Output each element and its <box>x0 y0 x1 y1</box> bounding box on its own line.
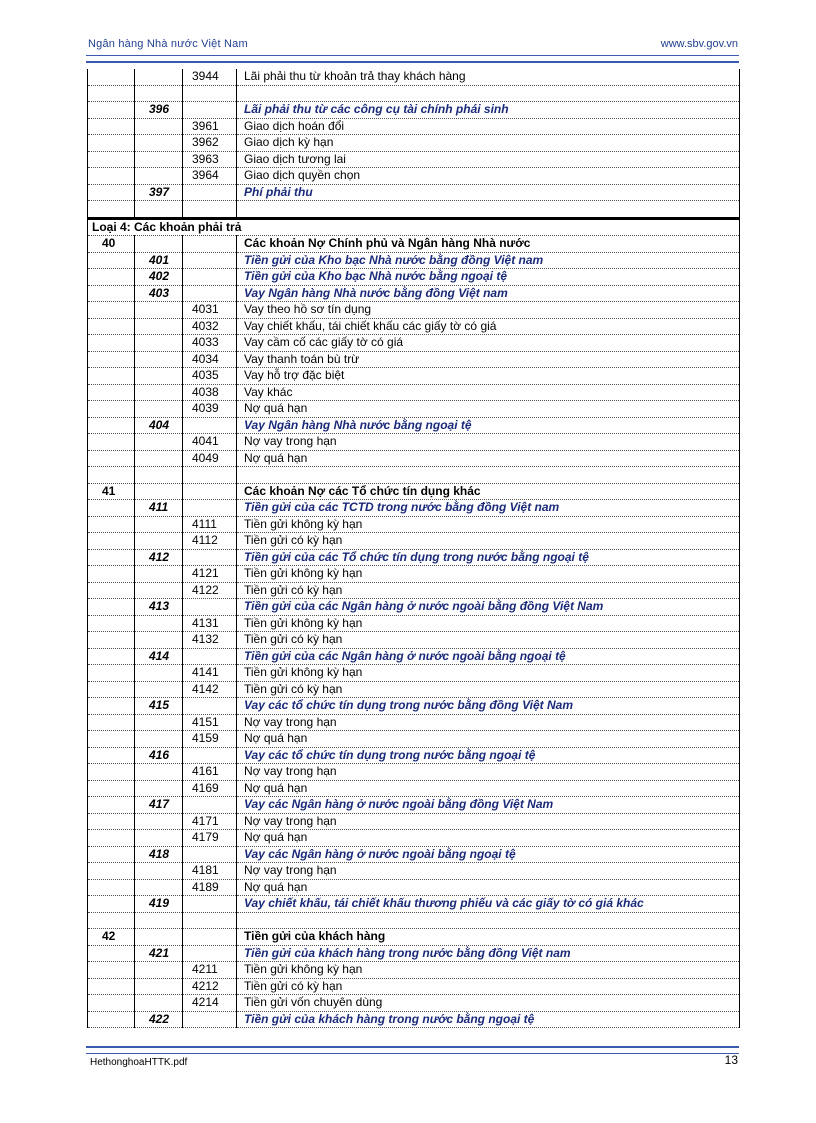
subaccount-code-cell: 4039 <box>183 401 237 418</box>
account-code-cell <box>135 467 183 484</box>
header-org-name: Ngân hàng Nhà nước Việt Nam <box>88 38 248 50</box>
subaccount-code-cell <box>183 846 237 863</box>
subaccount-code-cell: 4142 <box>183 681 237 698</box>
subaccount-code-cell: 4169 <box>183 780 237 797</box>
account-code-cell: 402 <box>135 269 183 286</box>
account-name-cell: Vay hỗ trợ đặc biệt <box>237 368 740 385</box>
account-code-cell <box>135 830 183 847</box>
table-row <box>88 151 740 168</box>
account-code-cell <box>135 863 183 880</box>
account-name-cell: Các khoản Nợ các Tổ chức tín dụng khác <box>237 483 740 500</box>
account-name-cell: Tiền gửi của khách hàng trong nước bằng đồng Việt nam <box>237 945 740 962</box>
group-code-cell <box>88 401 135 418</box>
table-row <box>88 434 740 451</box>
account-code-cell: 412 <box>135 549 183 566</box>
subaccount-code-cell: 3962 <box>183 135 237 152</box>
group-code-cell <box>88 417 135 434</box>
account-code-cell <box>135 681 183 698</box>
table-row <box>88 648 740 665</box>
group-code-cell: 42 <box>88 929 135 946</box>
subaccount-code-cell <box>183 467 237 484</box>
account-name-cell: Vay chiết khấu, tái chiết khấu thương phiếu và các giấy tờ có giá khác <box>237 896 740 913</box>
table-row <box>88 566 740 583</box>
subaccount-code-cell <box>183 252 237 269</box>
group-code-cell <box>88 780 135 797</box>
account-name-cell: Vay khác <box>237 384 740 401</box>
account-code-cell <box>135 764 183 781</box>
account-name-cell: Tiền gửi vốn chuyên dùng <box>237 995 740 1012</box>
group-code-cell <box>88 1011 135 1028</box>
subaccount-code-cell: 3964 <box>183 168 237 185</box>
subaccount-code-cell: 3963 <box>183 151 237 168</box>
group-code-cell <box>88 912 135 929</box>
table-row <box>88 483 740 500</box>
table-row <box>88 351 740 368</box>
group-code-cell <box>88 962 135 979</box>
account-name-cell <box>237 201 740 219</box>
header-rule <box>86 55 739 63</box>
account-code-cell <box>135 302 183 319</box>
table-row <box>88 978 740 995</box>
subaccount-code-cell: 4159 <box>183 731 237 748</box>
account-name-cell: Vay các tổ chức tín dụng trong nước bằng đồng Việt Nam <box>237 698 740 715</box>
table-row <box>88 533 740 550</box>
table-row <box>88 417 740 434</box>
account-code-cell: 403 <box>135 285 183 302</box>
group-code-cell <box>88 118 135 135</box>
group-code-cell <box>88 995 135 1012</box>
table-row <box>88 318 740 335</box>
subaccount-code-cell: 4122 <box>183 582 237 599</box>
group-code-cell <box>88 384 135 401</box>
group-code-cell <box>88 434 135 451</box>
account-name-cell: Vay cầm cố các giấy tờ có giá <box>237 335 740 352</box>
account-name-cell: Tiền gửi của các TCTD trong nước bằng đồng Việt nam <box>237 500 740 517</box>
group-code-cell <box>88 714 135 731</box>
table-row <box>88 698 740 715</box>
subaccount-code-cell <box>183 285 237 302</box>
group-code-cell <box>88 747 135 764</box>
group-code-cell <box>88 731 135 748</box>
account-code-cell: 418 <box>135 846 183 863</box>
subaccount-code-cell: 4032 <box>183 318 237 335</box>
account-name-cell: Tiền gửi không kỳ hạn <box>237 962 740 979</box>
table-row <box>88 401 740 418</box>
account-code-cell <box>135 615 183 632</box>
table-row <box>88 335 740 352</box>
account-name-cell: Tiền gửi của Kho bạc Nhà nước bằng đồng Việt nam <box>237 252 740 269</box>
account-code-cell <box>135 962 183 979</box>
account-name-cell: Nợ quá hạn <box>237 780 740 797</box>
group-code-cell <box>88 648 135 665</box>
group-code-cell <box>88 184 135 201</box>
account-name-cell: Tiền gửi có kỳ hạn <box>237 533 740 550</box>
group-code-cell <box>88 318 135 335</box>
table-row <box>88 764 740 781</box>
account-name-cell: Nợ vay trong hạn <box>237 813 740 830</box>
group-code-cell <box>88 500 135 517</box>
group-code-cell <box>88 285 135 302</box>
account-code-cell <box>135 929 183 946</box>
group-code-cell <box>88 830 135 847</box>
group-code-cell <box>88 516 135 533</box>
account-code-cell <box>135 351 183 368</box>
subaccount-code-cell <box>183 797 237 814</box>
subaccount-code-cell: 4111 <box>183 516 237 533</box>
table-row <box>88 118 740 135</box>
group-code-cell <box>88 85 135 102</box>
subaccount-code-cell <box>183 698 237 715</box>
table-row <box>88 516 740 533</box>
account-name-cell: Nợ quá hạn <box>237 401 740 418</box>
account-code-cell <box>135 813 183 830</box>
group-code-cell <box>88 351 135 368</box>
footer-rule <box>86 1046 739 1054</box>
account-code-cell: 417 <box>135 797 183 814</box>
subaccount-code-cell <box>183 1011 237 1028</box>
group-code-cell <box>88 151 135 168</box>
table-row <box>88 218 740 236</box>
group-code-cell <box>88 168 135 185</box>
account-name-cell: Tiền gửi không kỳ hạn <box>237 615 740 632</box>
table-row <box>88 252 740 269</box>
table-row <box>88 467 740 484</box>
group-code-cell <box>88 335 135 352</box>
table-row <box>88 368 740 385</box>
subaccount-code-cell <box>183 184 237 201</box>
account-code-cell <box>135 434 183 451</box>
account-name-cell: Vay thanh toán bù trừ <box>237 351 740 368</box>
header-website[interactable]: www.sbv.gov.vn <box>660 38 738 50</box>
table-row <box>88 102 740 119</box>
account-name-cell: Vay Ngân hàng Nhà nước bằng ngoại tệ <box>237 417 740 434</box>
group-code-cell <box>88 533 135 550</box>
subaccount-code-cell <box>183 747 237 764</box>
table-row <box>88 549 740 566</box>
table-row <box>88 995 740 1012</box>
table-row <box>88 780 740 797</box>
account-name-cell: Vay các Ngân hàng ở nước ngoài bằng ngoại tệ <box>237 846 740 863</box>
subaccount-code-cell: 4181 <box>183 863 237 880</box>
account-code-cell: 415 <box>135 698 183 715</box>
account-code-cell <box>135 384 183 401</box>
account-code-cell <box>135 731 183 748</box>
table-row <box>88 681 740 698</box>
table-row <box>88 962 740 979</box>
account-code-cell <box>135 483 183 500</box>
table-row <box>88 797 740 814</box>
subaccount-code-cell <box>183 201 237 219</box>
account-code-cell <box>135 665 183 682</box>
table-row <box>88 731 740 748</box>
subaccount-code-cell: 4041 <box>183 434 237 451</box>
group-code-cell <box>88 615 135 632</box>
group-code-cell <box>88 813 135 830</box>
subaccount-code-cell: 4179 <box>183 830 237 847</box>
account-code-cell: 414 <box>135 648 183 665</box>
account-name-cell: Tiền gửi của các Ngân hàng ở nước ngoài bằng đồng Việt Nam <box>237 599 740 616</box>
account-name-cell: Tiền gửi có kỳ hạn <box>237 681 740 698</box>
group-code-cell <box>88 681 135 698</box>
account-name-cell: Tiền gửi không kỳ hạn <box>237 516 740 533</box>
group-code-cell <box>88 201 135 219</box>
table-row <box>88 168 740 185</box>
account-name-cell: Tiền gửi có kỳ hạn <box>237 632 740 649</box>
subaccount-code-cell <box>183 599 237 616</box>
account-name-cell: Vay các Ngân hàng ở nước ngoài bằng đồng Việt Nam <box>237 797 740 814</box>
subaccount-code-cell <box>183 912 237 929</box>
table-row <box>88 1011 740 1028</box>
table-row <box>88 500 740 517</box>
account-code-cell <box>135 401 183 418</box>
footer-filename: HethonghoaHTTK.pdf <box>90 1057 188 1068</box>
account-code-cell <box>135 85 183 102</box>
subaccount-code-cell <box>183 896 237 913</box>
table-row <box>88 85 740 102</box>
account-code-cell <box>135 135 183 152</box>
table-row <box>88 896 740 913</box>
account-name-cell <box>237 467 740 484</box>
subaccount-code-cell: 4035 <box>183 368 237 385</box>
table-row <box>88 929 740 946</box>
account-code-cell <box>135 995 183 1012</box>
account-name-cell: Tiền gửi không kỳ hạn <box>237 665 740 682</box>
table-row <box>88 135 740 152</box>
subaccount-code-cell: 3961 <box>183 118 237 135</box>
table-row <box>88 285 740 302</box>
subaccount-code-cell: 4049 <box>183 450 237 467</box>
group-code-cell: 40 <box>88 236 135 253</box>
group-code-cell <box>88 450 135 467</box>
subaccount-code-cell: 4034 <box>183 351 237 368</box>
account-code-cell <box>135 533 183 550</box>
account-code-cell: 397 <box>135 184 183 201</box>
account-code-cell <box>135 69 183 85</box>
account-code-cell <box>135 335 183 352</box>
account-code-cell <box>135 714 183 731</box>
subaccount-code-cell: 4141 <box>183 665 237 682</box>
account-name-cell: Vay các tổ chức tín dụng trong nước bằng ngoại tệ <box>237 747 740 764</box>
table-row <box>88 302 740 319</box>
subaccount-code-cell: 4132 <box>183 632 237 649</box>
account-name-cell: Tiền gửi của khách hàng trong nước bằng ngoại tệ <box>237 1011 740 1028</box>
account-name-cell: Nợ vay trong hạn <box>237 863 740 880</box>
group-code-cell <box>88 665 135 682</box>
group-code-cell <box>88 879 135 896</box>
account-code-cell <box>135 879 183 896</box>
account-code-cell: 416 <box>135 747 183 764</box>
account-code-cell <box>135 168 183 185</box>
account-name-cell: Nợ quá hạn <box>237 731 740 748</box>
subaccount-code-cell: 4212 <box>183 978 237 995</box>
account-name-cell: Vay Ngân hàng Nhà nước bằng đồng Việt nam <box>237 285 740 302</box>
account-name-cell: Các khoản Nợ Chính phủ và Ngân hàng Nhà nước <box>237 236 740 253</box>
subaccount-code-cell: 4151 <box>183 714 237 731</box>
group-code-cell <box>88 269 135 286</box>
table-row <box>88 632 740 649</box>
account-name-cell: Phí phải thu <box>237 184 740 201</box>
account-name-cell: Tiền gửi của Kho bạc Nhà nước bằng ngoại tệ <box>237 269 740 286</box>
account-code-cell <box>135 566 183 583</box>
account-code-cell <box>135 151 183 168</box>
table-row <box>88 236 740 253</box>
subaccount-code-cell <box>183 648 237 665</box>
subaccount-code-cell: 4171 <box>183 813 237 830</box>
account-code-cell <box>135 780 183 797</box>
group-code-cell <box>88 698 135 715</box>
table-row <box>88 912 740 929</box>
subaccount-code-cell: 4131 <box>183 615 237 632</box>
table-row <box>88 582 740 599</box>
subaccount-code-cell <box>183 549 237 566</box>
account-table <box>87 69 740 1028</box>
subaccount-code-cell <box>183 945 237 962</box>
subaccount-code-cell: 4038 <box>183 384 237 401</box>
account-code-cell <box>135 450 183 467</box>
subaccount-code-cell <box>183 236 237 253</box>
group-code-cell <box>88 764 135 781</box>
account-code-cell <box>135 368 183 385</box>
subaccount-code-cell: 4214 <box>183 995 237 1012</box>
account-name-cell: Tiền gửi có kỳ hạn <box>237 978 740 995</box>
group-code-cell <box>88 302 135 319</box>
account-name-cell <box>237 85 740 102</box>
account-name-cell: Nợ vay trong hạn <box>237 714 740 731</box>
account-name-cell: Vay chiết khấu, tái chiết khấu các giấy tờ có giá <box>237 318 740 335</box>
account-code-cell <box>135 201 183 219</box>
group-code-cell <box>88 582 135 599</box>
subaccount-code-cell <box>183 929 237 946</box>
account-name-cell: Giao dịch kỳ hạn <box>237 135 740 152</box>
table-row <box>88 665 740 682</box>
account-name-cell <box>237 912 740 929</box>
table-row <box>88 863 740 880</box>
account-name-cell: Vay theo hồ sơ tín dụng <box>237 302 740 319</box>
group-code-cell: 41 <box>88 483 135 500</box>
group-code-cell <box>88 102 135 119</box>
account-name-cell: Nợ quá hạn <box>237 830 740 847</box>
account-code-cell <box>135 632 183 649</box>
account-code-cell: 401 <box>135 252 183 269</box>
table-row <box>88 599 740 616</box>
account-code-cell <box>135 582 183 599</box>
subaccount-code-cell: 4161 <box>183 764 237 781</box>
table-row <box>88 747 740 764</box>
account-name-cell: Tiền gửi của các Tổ chức tín dụng trong nước bằng ngoại tệ <box>237 549 740 566</box>
subaccount-code-cell: 4112 <box>183 533 237 550</box>
group-code-cell <box>88 549 135 566</box>
group-code-cell <box>88 863 135 880</box>
account-code-cell: 419 <box>135 896 183 913</box>
account-code-cell <box>135 118 183 135</box>
group-code-cell <box>88 978 135 995</box>
table-row <box>88 846 740 863</box>
subaccount-code-cell <box>183 85 237 102</box>
subaccount-code-cell <box>183 417 237 434</box>
group-code-cell <box>88 467 135 484</box>
subaccount-code-cell: 4189 <box>183 879 237 896</box>
table-row <box>88 945 740 962</box>
account-name-cell: Giao dịch hoán đổi <box>237 118 740 135</box>
group-code-cell <box>88 797 135 814</box>
group-code-cell <box>88 599 135 616</box>
account-name-cell: Tiền gửi có kỳ hạn <box>237 582 740 599</box>
group-code-cell <box>88 896 135 913</box>
subaccount-code-cell: 4121 <box>183 566 237 583</box>
account-name-cell: Lãi phải thu từ các công cụ tài chính phái sinh <box>237 102 740 119</box>
table-row <box>88 615 740 632</box>
table-row <box>88 450 740 467</box>
account-name-cell: Nợ vay trong hạn <box>237 764 740 781</box>
group-code-cell <box>88 566 135 583</box>
account-code-cell: 413 <box>135 599 183 616</box>
group-code-cell <box>88 252 135 269</box>
group-code-cell <box>88 135 135 152</box>
group-code-cell <box>88 632 135 649</box>
account-name-cell: Giao dịch tương lai <box>237 151 740 168</box>
subaccount-code-cell <box>183 483 237 500</box>
account-name-cell: Tiền gửi của khách hàng <box>237 929 740 946</box>
table-row <box>88 69 740 85</box>
account-code-cell: 421 <box>135 945 183 962</box>
account-name-cell: Nợ vay trong hạn <box>237 434 740 451</box>
group-code-cell <box>88 69 135 85</box>
subaccount-code-cell <box>183 269 237 286</box>
account-name-cell: Nợ quá hạn <box>237 879 740 896</box>
table-row <box>88 813 740 830</box>
subaccount-code-cell <box>183 102 237 119</box>
account-code-cell <box>135 516 183 533</box>
subaccount-code-cell: 4211 <box>183 962 237 979</box>
table-row <box>88 830 740 847</box>
subaccount-code-cell: 4031 <box>183 302 237 319</box>
account-name-cell: Tiền gửi không kỳ hạn <box>237 566 740 583</box>
table-row <box>88 879 740 896</box>
account-code-cell: 396 <box>135 102 183 119</box>
group-code-cell <box>88 368 135 385</box>
table-row <box>88 714 740 731</box>
table-row <box>88 201 740 219</box>
account-name-cell: Tiền gửi của các Ngân hàng ở nước ngoài bằng ngoại tệ <box>237 648 740 665</box>
account-name-cell: Lãi phải thu từ khoản trả thay khách hàng <box>237 69 740 85</box>
account-code-cell <box>135 978 183 995</box>
category-heading: Loại 4: Các khoản phải trả <box>88 218 740 236</box>
account-code-cell: 404 <box>135 417 183 434</box>
account-name-cell: Nợ quá hạn <box>237 450 740 467</box>
group-code-cell <box>88 945 135 962</box>
account-code-cell: 422 <box>135 1011 183 1028</box>
page-number: 13 <box>724 1053 738 1067</box>
account-code-cell <box>135 912 183 929</box>
subaccount-code-cell <box>183 500 237 517</box>
table-row <box>88 184 740 201</box>
subaccount-code-cell: 3944 <box>183 69 237 85</box>
account-code-cell <box>135 318 183 335</box>
account-code-cell: 411 <box>135 500 183 517</box>
account-name-cell: Giao dịch quyền chọn <box>237 168 740 185</box>
table-row <box>88 384 740 401</box>
subaccount-code-cell: 4033 <box>183 335 237 352</box>
group-code-cell <box>88 846 135 863</box>
account-code-cell <box>135 236 183 253</box>
table-row <box>88 269 740 286</box>
